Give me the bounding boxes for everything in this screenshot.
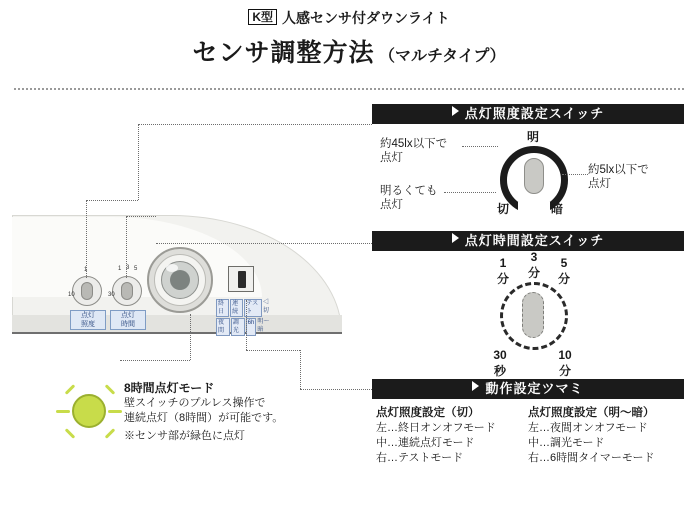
header-subtitle-text: 人感センサ付ダウンライト — [282, 10, 450, 26]
dial-knob — [121, 282, 133, 300]
dial-label-dark: 暗 — [551, 202, 564, 216]
triangle-icon — [452, 233, 459, 243]
time-label-1min-num: 1 — [499, 256, 507, 270]
dial-label-bright: 明 — [527, 130, 540, 144]
switch-lever — [238, 271, 246, 288]
header-line1 — [0, 8, 698, 28]
section-bar-time-label: 点灯時間設定スイッチ — [464, 233, 605, 248]
time-label-5min — [558, 256, 570, 287]
legend-cell: テスト — [244, 299, 262, 317]
dial2-tick-1: 1 — [118, 266, 122, 272]
eight-hour-note: ※センサ部が緑色に点灯 — [124, 430, 245, 442]
dial-label-off: 切 — [497, 202, 510, 216]
leader-illuminance-v — [86, 200, 87, 278]
dial-gap — [518, 202, 550, 216]
legend-note-bottom: 明～暗 — [257, 319, 270, 333]
callout-5lx — [588, 163, 692, 191]
time-label-5min-num: 5 — [560, 256, 568, 270]
operation-right-row-2: 中…調光モード — [528, 437, 605, 449]
time-label-3min-num: 3 — [530, 250, 538, 264]
page-title-main: センサ調整方法 — [192, 39, 375, 67]
leader-illuminance-h1 — [86, 200, 138, 201]
time-label-30sec-unit: 秒 — [493, 364, 506, 378]
legend-cell: 夜間 — [216, 318, 230, 336]
glow-ray-icon — [108, 410, 122, 413]
time-label-3min-unit: 分 — [528, 266, 541, 280]
tag-line2: 照度 — [81, 321, 95, 328]
time-label-5min-unit: 分 — [558, 272, 571, 286]
dial2-tick-30: 30 — [108, 292, 115, 298]
k-type-badge: K型 — [248, 9, 277, 25]
dial-knob — [81, 282, 93, 300]
legend-cell: 調光 — [231, 318, 245, 336]
legend-note-top: ◁切 — [262, 300, 269, 314]
operation-left-row-1: 左…終日オンオフモード — [376, 422, 496, 434]
tag-line1: 点灯 — [121, 312, 135, 319]
fixture-time-tag — [110, 310, 146, 330]
eight-hour-title: 8時間点灯モード — [124, 381, 215, 395]
glow-ray-icon — [65, 428, 76, 439]
fixture-illuminance-dial[interactable] — [72, 276, 102, 306]
leader-illuminance-v2 — [138, 124, 139, 200]
glow-ray-icon — [56, 410, 70, 413]
callout-always-on-line2: 点灯 — [380, 199, 403, 211]
operation-column-right — [528, 406, 696, 466]
dial-indicator — [524, 158, 544, 194]
time-label-10min — [552, 348, 578, 379]
leader-illuminance-h2 — [138, 124, 372, 125]
time-label-10min-num: 10 — [558, 348, 572, 362]
page-title-sub: （マルチタイプ） — [378, 48, 506, 65]
section-bar-operation-label: 動作設定ツマミ — [485, 381, 584, 396]
header-divider — [14, 88, 684, 90]
leader-sensor-h — [120, 360, 190, 361]
legend-cell: 連続 — [230, 299, 243, 317]
operation-column-left — [376, 406, 526, 466]
mode-switch-legend — [216, 299, 272, 337]
dial1-tick-left: 10 — [68, 292, 75, 298]
callout-45lx-line2: 点灯 — [380, 152, 403, 164]
time-label-30sec — [487, 348, 513, 379]
time-dial-indicator — [522, 292, 544, 338]
leader-sensor-v — [190, 314, 191, 360]
time-label-3min — [528, 250, 540, 281]
eight-hour-mode-block — [124, 381, 334, 444]
fixture-time-dial[interactable] — [112, 276, 142, 306]
legend-row-2 — [216, 318, 272, 336]
legend-cell: 終日 — [216, 299, 229, 317]
dial2-tick-3: 3 — [126, 265, 130, 271]
leader-op-h1 — [246, 350, 300, 351]
glow-ray-icon — [105, 428, 116, 439]
section-bar-illuminance-label: 点灯照度設定スイッチ — [464, 106, 605, 121]
dial2-tick-5: 5 — [134, 266, 138, 272]
operation-right-title: 点灯照度設定（明～暗） — [528, 407, 655, 419]
leader-time-h1 — [126, 216, 156, 217]
section-bar-operation — [372, 379, 684, 399]
operation-right-row-3: 右…6時間タイマーモード — [528, 452, 655, 464]
time-label-1min — [497, 256, 509, 287]
time-dial-graphic[interactable] — [500, 282, 568, 350]
operation-left-row-2: 中…連続点灯モード — [376, 437, 475, 449]
time-label-10min-unit: 分 — [558, 364, 571, 378]
sensor-highlight — [166, 264, 178, 272]
leader-time-v — [126, 216, 130, 278]
dial1-tick-top: 1 — [84, 267, 88, 273]
sensor-green-glow-icon — [72, 394, 106, 428]
section-bar-time — [372, 231, 684, 251]
dial-leader-3 — [562, 174, 588, 175]
time-label-1min-unit: 分 — [497, 272, 510, 286]
glow-ray-icon — [65, 384, 76, 395]
callout-45lx-line1: 約45lx以下で — [380, 138, 448, 150]
dial-leader-2 — [444, 192, 496, 193]
leader-time-h2 — [156, 243, 372, 244]
triangle-icon — [452, 106, 459, 116]
glow-ray-icon — [105, 384, 116, 395]
section-bar-illuminance — [372, 104, 684, 124]
fixture-baseline — [12, 332, 342, 334]
eight-hour-line1: 壁スイッチのプルレス操作で — [124, 397, 266, 409]
operation-left-title: 点灯照度設定（切） — [376, 407, 480, 419]
fixture-lower-band — [12, 315, 342, 333]
triangle-icon — [472, 381, 479, 391]
callout-45lx — [380, 137, 476, 165]
callout-5lx-line1: 約5lx以下で — [588, 164, 649, 176]
time-label-30sec-num: 30 — [493, 348, 507, 362]
callout-5lx-line2: 点灯 — [588, 178, 611, 190]
eight-hour-line2: 連続点灯（8時間）が可能です。 — [124, 412, 284, 424]
fixture-illuminance-tag — [70, 310, 106, 330]
legend-row-1 — [216, 299, 272, 317]
callout-always-on-line1: 明るくても — [380, 185, 438, 197]
page-title — [0, 33, 698, 69]
operation-right-row-1: 左…夜間オンオフモード — [528, 422, 648, 434]
operation-left-row-3: 右…テストモード — [376, 452, 464, 464]
mode-switch[interactable] — [228, 266, 254, 292]
sensor-lens — [170, 270, 190, 290]
tag-line1: 点灯 — [81, 312, 95, 319]
tag-line2: 時間 — [121, 321, 135, 328]
legend-cell: 6h — [246, 318, 257, 336]
leader-op-v — [246, 300, 247, 350]
dial-leader-1 — [462, 146, 498, 147]
callout-always-on — [380, 184, 476, 212]
